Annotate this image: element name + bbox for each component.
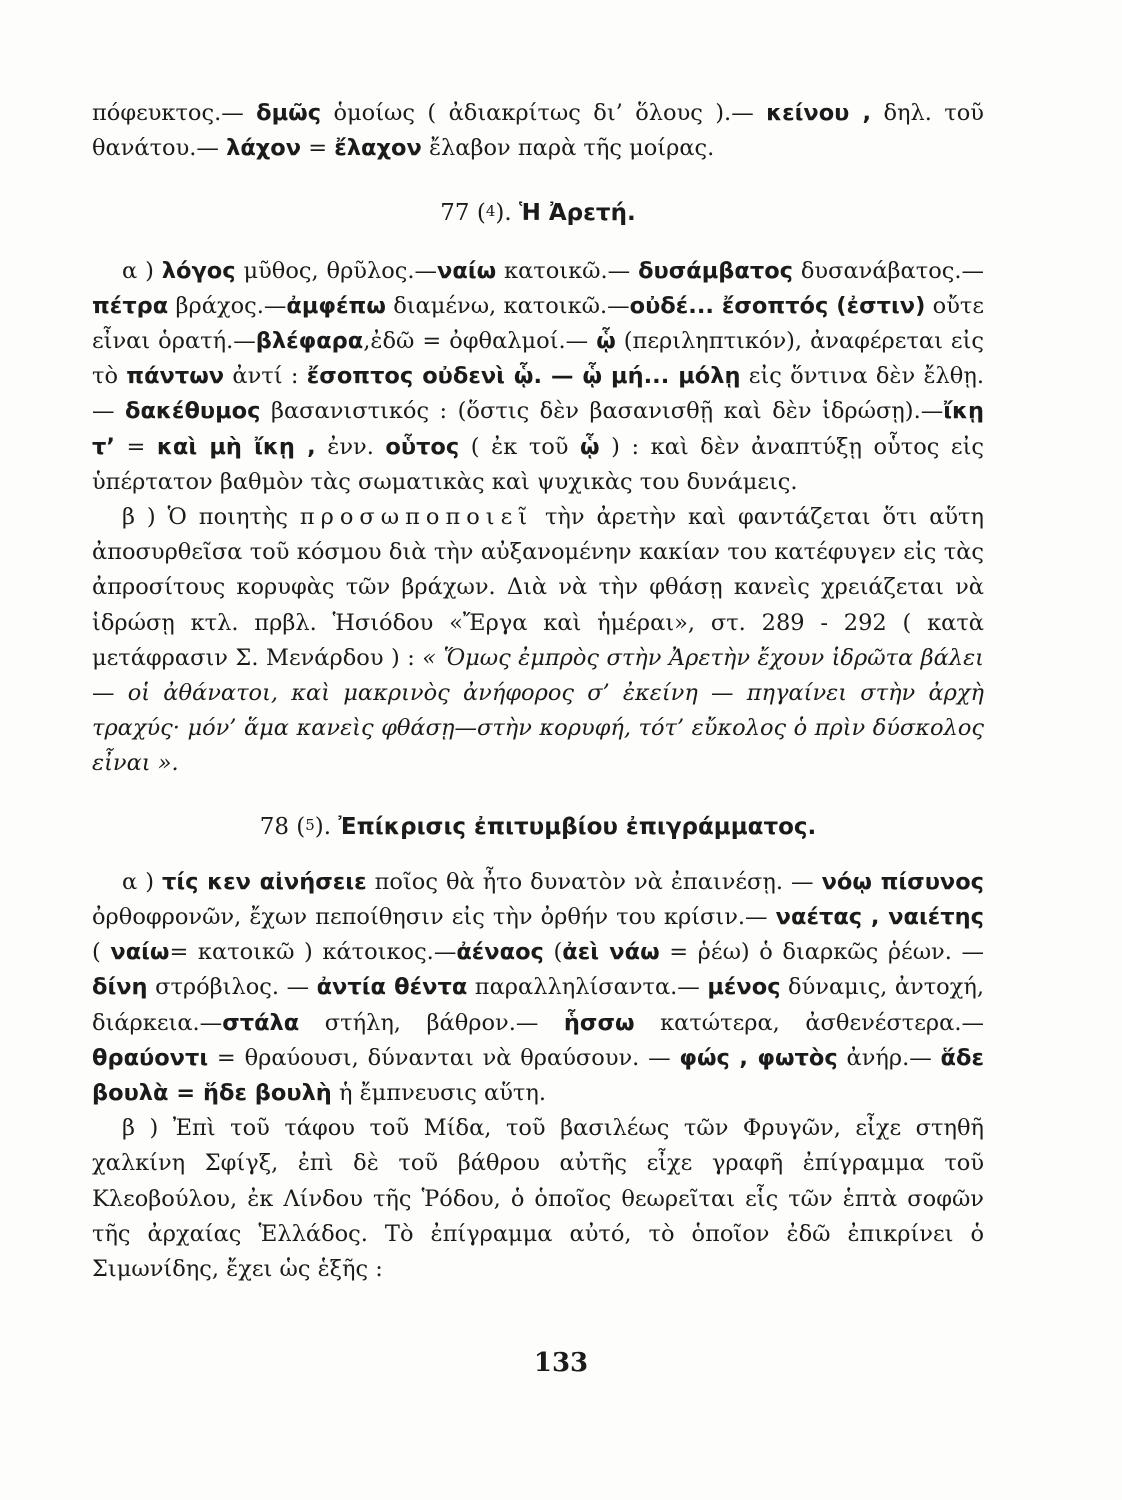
text-run: β ) Ἐπὶ τοῦ τάφου τοῦ Μίδα, τοῦ βασιλέως τῶν Φρυγῶν, εἶχε στηθῆ χαλκίνη Σφίγξ, ἐπὶ δὲ τοῦ βάθρου αὐτῆς εἶχε γραφῆ ἐπίγραμμα τοῦ Κλεοβούλου, ἐκ Λίνδου τῆς Ῥόδου, ὁ ὁποῖος θεωρεῖται εἷς τῶν ἑπτὰ σοφῶν τῆς ἀρχαίας Ἑλλάδος. Τὸ ἐπίγραμμα αὐτό, τὸ ὁποῖον ἐδῶ ἐπικρίνει ὁ Σιμωνίδης, ἔχει ὡς ἑξῆς : [92,1115,984,1283]
text-run: εἰς ὅντινα δὲν ἔλθῃ. — [92,363,984,425]
bold-term: ἔσοπτος οὐδενὶ ᾧ. — ᾧ μή... μόλῃ [306,363,741,390]
bold-term: νόῳ πίσυνος [821,868,985,895]
bold-term: ᾧ [596,328,616,355]
bold-term: λόγος [161,257,236,284]
text-run: βράχος.— [168,292,287,319]
text-run: ( ἐκ τοῦ [459,433,581,460]
text-run: ,ἐδῶ = ὀφθαλμοί.— [363,328,597,355]
section-title: Ἐπίκρισις ἐπιτυμβίου ἐπιγράμματος. [338,813,817,840]
bold-term: ἔλαχον [334,135,422,162]
text-run: = [301,135,335,162]
text-run: βασανιστικός : (ὅστις δὲν βασανισθῇ καὶ δὲν ἱδρώσῃ).— [260,398,944,425]
paragraph-continuation [92,96,984,166]
text-run: = ῥέω) ὁ διαρκῶς ῥέων. — [659,939,984,966]
section-number-close: ). [314,813,332,840]
text-run: ) : καὶ δὲν ἀναπτύξῃ οὗτος εἰς ὑπέρτατον βαθμὸν τὰς σωματικὰς καὶ ψυχικὰς του δυνάμεις. [92,433,984,495]
section-heading-77 [92,194,984,231]
bold-term: οὗτος [385,433,460,460]
bold-term: μένος [707,974,781,1001]
paragraph-77-a [92,254,984,500]
bold-term: πέτρα [92,292,169,319]
text-run: μῦθος, θρῦλος.— [235,257,438,284]
text-run: στρόβιλος. — [147,974,317,1001]
text-run: ὁμοίως ( ἀδιακρίτως δι’ ὅλους ).— [321,100,767,126]
bold-term: φώς , φωτὸς [679,1044,838,1071]
paragraph-78-b [92,1111,984,1287]
text-run: ( [543,939,563,966]
footnote-mark: 4 [485,202,496,221]
text-run: στήλη, βάθρον.— [299,1009,564,1036]
text-run: = κατοικῶ ) κάτοικος.— [169,939,457,966]
text-run: δηλ. τοῦ θανάτου.— [92,100,984,162]
bold-term: κείνου , [766,100,872,126]
bold-term: ναίω [110,939,170,966]
bold-term: ἧσσω [563,1009,635,1036]
bold-term: στάλα [222,1009,300,1036]
bold-term: θραύοντι [92,1044,209,1071]
bold-term: δυσάμβατος [638,257,793,284]
bold-term: ἀντία θέντα [316,974,468,1001]
text-run: διαμένω, κατοικῶ.— [385,292,630,319]
text-run: κατοικῶ.— [496,257,639,284]
bold-term: ἀμφέπω [286,292,386,319]
bold-term: ἅδε βουλὰ = ἥδε βουλὴ [92,1044,984,1107]
text-run: ( [92,939,111,966]
page-number: 133 [533,1348,589,1378]
text-run: δύναμις, ἀντοχή, διάρκεια.— [92,974,984,1036]
text-run: πόφευκτος.— [92,100,257,126]
text-run: = θραύουσι, δύνανται νὰ θραύσουν. — [208,1044,680,1071]
text-run: κατώτερα, ἀσθενέστερα.— [634,1009,984,1036]
bold-term: τίς κεν αἰνήσειε [162,868,367,895]
section-number: 78 ( [259,813,306,840]
section-title: Ἡ Ἀρετή. [518,200,636,227]
text-run: ἔλαβον παρὰ τῆς μοίρας. [421,135,715,162]
bold-term: καὶ μὴ ἴκῃ , [156,433,316,460]
paragraph-78-a [92,865,984,1111]
spaced-emphasis: προσωποποιεῖ [299,504,534,531]
text-run: α ) [122,868,162,895]
italic-quote: « Ὅμως ἐμπρὸς στὴν Ἀρετὴν ἔχουν ἱδρῶτα βάλει — οἱ ἀθάνατοι, καὶ μακρινὸς ἀνήφορος σ’ ἐκείνη — πηγαίνει στὴν ἀρχὴ τραχύς· μόν’ ἅμα κανεὶς φθάσῃ—στὴν κορυφή, τότ’ εὔκολος ὁ πρὶν δύσκολος εἶναι ». [92,644,984,777]
text-run: ἐνν. [315,433,386,460]
bold-term: ναέτας , ναιέτης [775,904,984,931]
bold-term: οὐδέ... ἔσοπτός (ἐστιν) [629,292,926,319]
text-run: ὀρθοφρονῶν, ἔχων πεποίθησιν εἰς τὴν ὀρθήν του κρίσιν.— [92,904,776,931]
bold-term: δμῶς [256,100,322,126]
section-number: 77 ( [440,200,486,227]
bold-term: ἀεὶ νάω [562,939,660,966]
footnote-mark: 5 [305,815,315,834]
bold-term: δίνη [92,974,148,1001]
text-run: = [114,433,157,460]
bold-term: δακέθυμος [125,398,261,425]
bold-term: ἀέναος [456,939,544,966]
text-run: οὔτε εἶναι ὁρατή.— [92,292,985,355]
bold-term: ᾧ [580,433,600,460]
bold-term: πάντων [126,363,225,390]
text-run: α ) [122,257,162,284]
bold-term: ἴκῃ τ’ [92,398,984,460]
paragraph-77-b [92,500,984,782]
text-run: δυσανάβατος.— [793,257,984,284]
section-number-close: ). [495,200,512,227]
text-run: ἡ ἔμπνευσις αὕτη. [331,1080,546,1107]
text-run: β ) Ὁ ποιητὴς [122,504,300,531]
bold-term: βλέφαρα [255,328,364,355]
text-run: ποῖος θὰ ἦτο δυνατὸν νὰ ἐπαινέσῃ. — [366,868,822,895]
text-run: παραλληλίσαντα.— [467,974,708,1001]
text-run: (περιληπτικόν), ἀναφέρεται εἰς τὸ [92,328,984,390]
text-run: ἀντί : [224,363,307,390]
bold-term: λάχον [226,135,302,162]
bold-term: ναίω [437,257,497,284]
section-heading-78 [92,808,984,845]
text-run: τὴν ἀρετὴν καὶ φαντάζεται ὅτι αὕτη ἀποσυρθεῖσα τοῦ κόσμου διὰ τὴν αὐξανομένην κακίαν του κατέφυγεν εἰς τὰς ἀπροσίτους κορυφὰς τῶν βράχων. Διὰ νὰ τὴν φθάσῃ κανεὶς χρειάζεται νὰ ἱδρώσῃ κτλ. πρβλ. Ἡσιόδου «Ἔργα καὶ ἡμέραι», στ. 289 - 292 ( κατὰ μετάφρασιν Σ. Μενάρδου ) : [92,504,984,671]
text-run: ἀνήρ.— [837,1044,941,1071]
page-body [92,96,984,1287]
